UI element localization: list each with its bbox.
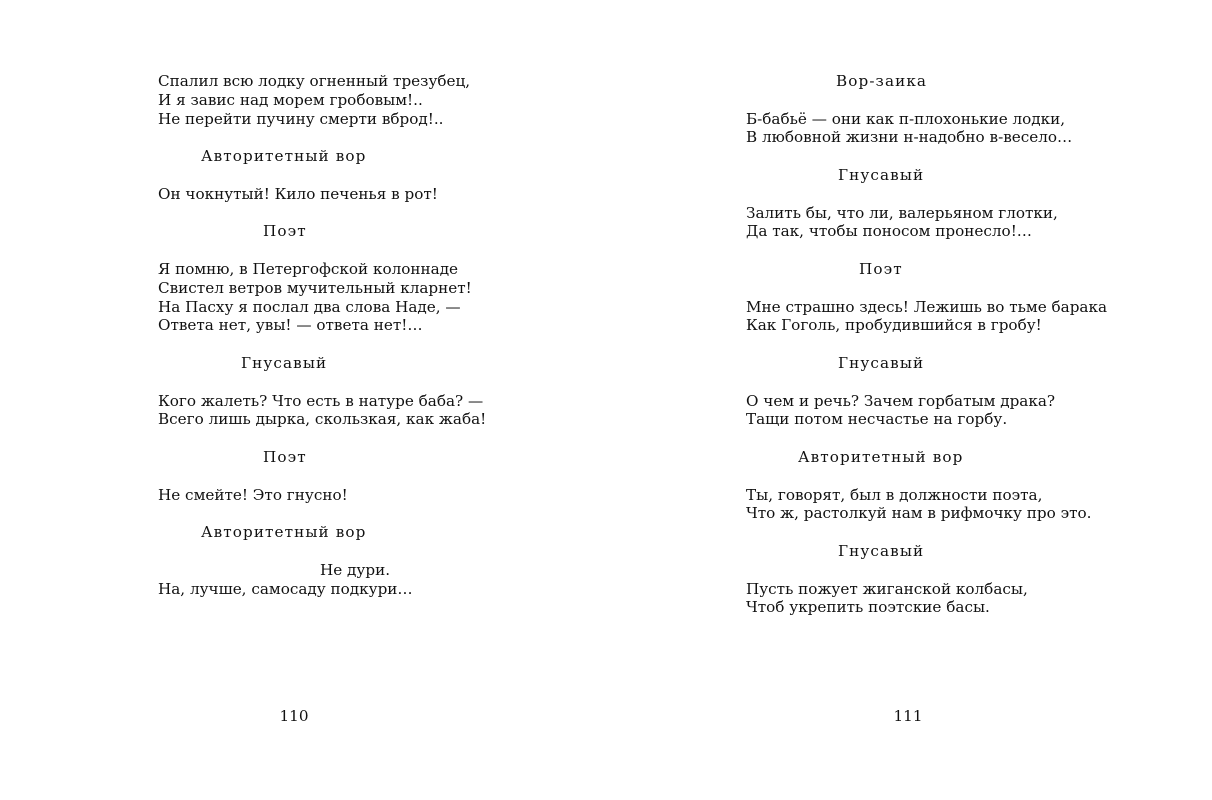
verse-line: Что ж, растолкуй нам в рифмочку про это. <box>746 504 1092 523</box>
verse-stanza <box>158 185 498 204</box>
verse-line: Свистел ветров мучительный кларнет! <box>158 278 472 297</box>
verse-line: О чем и речь? Зачем горбатым драка? <box>746 391 1056 410</box>
verse-line: Тащи потом несчастье на горбу. <box>746 410 1008 429</box>
speaker-name: Поэт <box>859 259 903 278</box>
verse-line: Я помню, в Петергофской колоннаде <box>158 259 459 278</box>
right-page-text <box>746 72 1106 636</box>
verse-stanza <box>746 392 1106 430</box>
verse-line: На Пасху я послал два слова Наде, — <box>158 297 461 316</box>
speaker-name: Гнусавый <box>838 165 925 184</box>
verse-stanza <box>746 580 1106 618</box>
verse-line: Он чокнутый! Кило печенья в рот! <box>158 184 438 203</box>
verse-stanza <box>746 204 1106 242</box>
speaker-name: Авторитетный вор <box>201 523 367 542</box>
verse-stanza <box>158 260 498 335</box>
verse-stanza <box>746 486 1106 524</box>
right-page <box>606 0 1212 800</box>
speaker-name: Гнусавый <box>838 353 925 372</box>
speaker-name: Авторитетный вор <box>798 447 964 466</box>
speaker-name: Авторитетный вор <box>201 147 367 166</box>
verse-line: Залить бы, что ли, валерьяном глотки, <box>746 203 1058 222</box>
verse-line: Как Гоголь, пробудившийся в гробу! <box>746 316 1042 335</box>
verse-line: Не перейти пучину смерти вброд!.. <box>158 109 444 128</box>
verse-stanza <box>746 298 1106 336</box>
verse-line: Да так, чтобы поносом пронесло!… <box>746 222 1032 241</box>
page-number: 111 <box>893 707 923 725</box>
verse-line: Чтоб укрепить поэтские басы. <box>746 598 990 617</box>
verse-line: На, лучше, самосаду подкури… <box>158 579 413 598</box>
speaker-name: Гнусавый <box>241 353 328 372</box>
verse-line: Кого жалеть? Что есть в натуре баба? — <box>158 391 484 410</box>
verse-line: Не смейте! Это гнусно! <box>158 485 348 504</box>
verse-stanza <box>158 72 498 128</box>
page-number: 110 <box>279 707 309 725</box>
verse-line: Всего лишь дырка, скользкая, как жаба! <box>158 410 487 429</box>
verse-line: Мне страшно здесь! Лежишь во тьме барака <box>746 297 1108 316</box>
verse-line: Б-бабьё — они как п-плохонькие лодки, <box>746 109 1066 128</box>
speaker-name: Поэт <box>263 447 307 466</box>
verse-line: Не дури. <box>320 560 391 579</box>
verse-line: Пусть пожует жиганской колбасы, <box>746 579 1028 598</box>
verse-stanza <box>158 486 498 505</box>
verse-line: Ты, говорят, был в должности поэта, <box>746 485 1043 504</box>
verse-stanza <box>158 561 498 599</box>
verse-line: Спалил всю лодку огненный трезубец, <box>158 72 471 90</box>
verse-line: И я завис над морем гробовым!.. <box>158 90 423 109</box>
speaker-name: Поэт <box>263 222 307 241</box>
verse-stanza <box>746 110 1106 148</box>
speaker-name: Вор-заика <box>836 72 928 90</box>
left-page-text <box>158 72 498 617</box>
verse-stanza <box>158 392 498 430</box>
verse-line: Ответа нет, увы! — ответа нет!… <box>158 316 423 335</box>
verse-line: В любовной жизни н-надобно в-весело… <box>746 128 1073 147</box>
speaker-name: Гнусавый <box>838 541 925 560</box>
